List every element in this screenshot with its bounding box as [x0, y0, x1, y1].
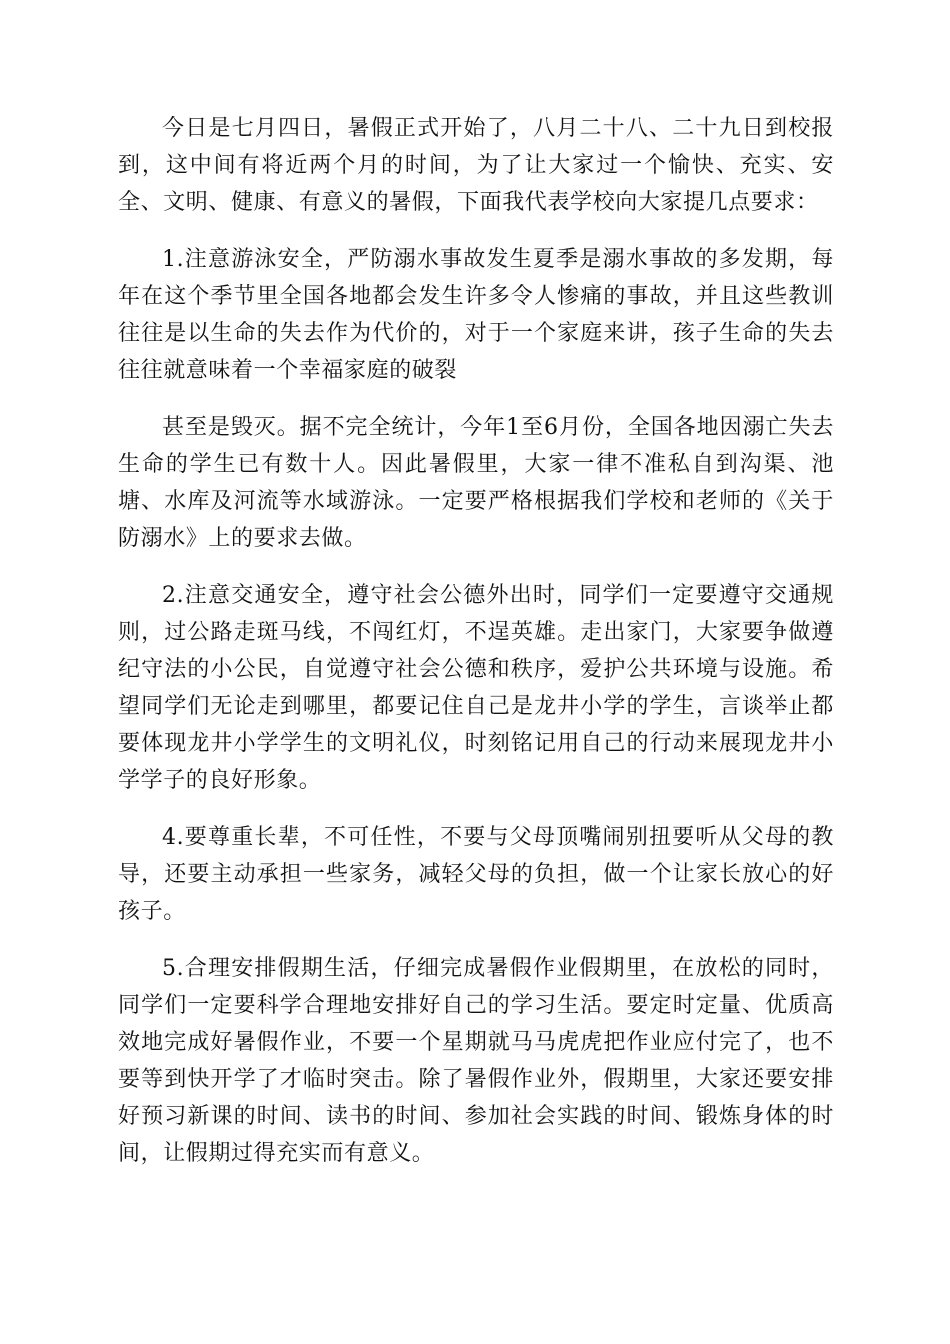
paragraph-respect-elders: 4.要尊重长辈，不可任性，不要与父母顶嘴闹别扭要听从父母的教导，还要主动承担一些家务，减轻父母的负担，做一个让家长放心的好孩子。 — [118, 825, 834, 924]
paragraph-traffic-safety: 2.注意交通安全，遵守社会公德外出时，同学们一定要遵守交通规则，过公路走斑马线，不闯红灯，不逞英雄。走出家门，大家要争做遵纪守法的小公民，自觉遵守社会公德和秩序，爱护公共环境与设施。希望同学们无论走到哪里，都要记住自己是龙井小学的学生，言谈举止都要体现龙井小学学生的文明礼仪，时刻铭记用自己的行动来展现龙井小学学子的良好形象。 — [118, 583, 834, 793]
document-page — [118, 110, 834, 1192]
paragraph-swimming-safety: 1.注意游泳安全，严防溺水事故发生夏季是溺水事故的多发期，每年在这个季节里全国各地都会发生许多令人惨痛的事故，并且这些教训往往是以生命的失去作为代价的，对于一个家庭来讲，孩子生命的失去往往就意味着一个幸福家庭的破裂 — [118, 247, 834, 383]
paragraph-holiday-schedule: 5.合理安排假期生活，仔细完成暑假作业假期里，在放松的同时，同学们一定要科学合理地安排好自己的学习生活。要定时定量、优质高效地完成好暑假作业，不要一个星期就马马虎虎把作业应付完了，也不要等到快开学了才临时突击。除了暑假作业外，假期里，大家还要安排好预习新课的时间、读书的时间、参加社会实践的时间、锻炼身体的时间，让假期过得充实而有意义。 — [118, 956, 834, 1166]
paragraph-drowning-statistics: 甚至是毁灭。据不完全统计，今年1至6月份，全国各地因溺亡失去生命的学生已有数十人。因此暑假里，大家一律不准私自到沟渠、池塘、水库及河流等水域游泳。一定要严格根据我们学校和老师的《关于防溺水》上的要求去做。 — [118, 415, 834, 551]
paragraph-intro: 今日是七月四日，暑假正式开始了，八月二十八、二十九日到校报到，这中间有将近两个月的时间，为了让大家过一个愉快、充实、安全、文明、健康、有意义的暑假，下面我代表学校向大家提几点要求： — [118, 116, 834, 215]
